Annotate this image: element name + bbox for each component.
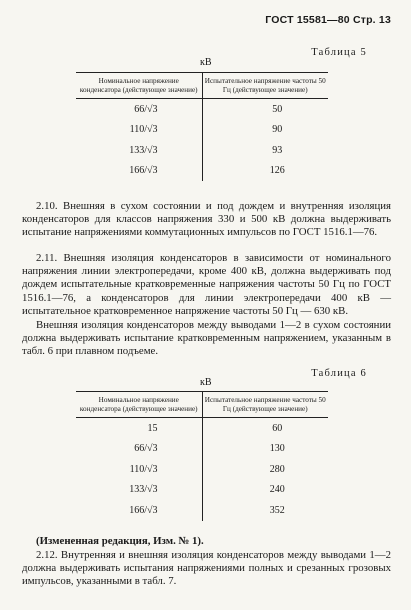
edition-note-text: (Измененная редакция, Изм. № 1).: [36, 535, 204, 547]
table6-test-cell: 130: [269, 443, 285, 455]
table6-test-cell: 280: [269, 463, 285, 475]
paragraph-2-12: [22, 549, 391, 589]
table5-nominal-cell: 133/√3: [76, 140, 202, 161]
table6-caption: Таблица 6: [311, 368, 367, 379]
table5-test-cell: 50: [272, 103, 283, 115]
table6-nominal-cell: 66/√3: [76, 439, 202, 460]
table-row: [76, 439, 328, 460]
table6-test-cell: 60: [272, 422, 283, 434]
table6-nominal-cell: 133/√3: [76, 480, 202, 501]
paragraph-external-insulation-text: Внешняя изоляция конденсаторов между выводами 1—2 в сухом состоянии должна выдерживать испытание кратковременным напряжением, указанным в табл. 6 при плавном подъеме.: [22, 319, 391, 358]
table5-nominal-cell: 166/√3: [76, 161, 202, 182]
table6-test-cell: 352: [269, 504, 285, 516]
table6: [76, 391, 328, 521]
table5-test-cell: 90: [272, 124, 283, 136]
table6-unit: кВ: [200, 377, 212, 388]
table-row: [76, 418, 328, 439]
paragraph-2-12-text: 2.12. Внутренняя и внешняя изоляция конденсаторов между выводами 1—2 должна выдерживать испытания напряжениями полных и срезанных грозовых импульсов, указанными в табл. 7.: [22, 549, 391, 588]
table6-col1-header: Номинальное напряжение конденсатора (действующее значение): [76, 392, 202, 418]
table5-test-cell: 126: [269, 165, 285, 177]
table6-nominal-cell: 15: [76, 418, 202, 439]
page-header: ГОСТ 15581—80 Стр. 13: [265, 14, 391, 26]
table6-test-cell: 240: [269, 484, 285, 496]
table6-nominal-cell: 110/√3: [76, 459, 202, 480]
table5-test-cell: 93: [272, 144, 283, 156]
table-row: [76, 161, 328, 182]
table5-unit: кВ: [200, 57, 212, 68]
table6-col2-header: Испытательное напряжение частоты 50 Гц (действующее значение): [202, 392, 328, 418]
table5-col2-header: Испытательное напряжение частоты 50 Гц (действующее значение): [202, 73, 328, 99]
table-row: [76, 459, 328, 480]
paragraph-2-10: [22, 200, 391, 240]
paragraph-2-11: [22, 252, 391, 318]
table-row: [76, 500, 328, 521]
table-row: [76, 99, 328, 120]
paragraph-2-11-text: 2.11. Внешняя изоляция конденсаторов в зависимости от номинального напряжения линии электропередачи, кроме 400 кВ, должна выдерживать под дождем испытательные кратковременные напряжения частоты 50 Гц по ГОСТ 1516.1—76, а конденсаторов для линии электропередачи 400 кВ — испытательное кратковременное напряжение частоты 50 Гц — 630 кВ.: [22, 252, 391, 317]
table5-nominal-cell: 66/√3: [76, 99, 202, 120]
table-row: [76, 480, 328, 501]
table-row: [76, 140, 328, 161]
table5: [76, 72, 328, 181]
table5-col1-header: Номинальное напряжение конденсатора (действующее значение): [76, 73, 202, 99]
table5-nominal-cell: 110/√3: [76, 120, 202, 141]
table6-nominal-cell: 166/√3: [76, 500, 202, 521]
paragraph-2-10-text: 2.10. Внешняя в сухом состоянии и под дождем и внутренняя изоляция конденсаторов для классов напряжения 330 и 500 кВ должна выдерживать испытание напряжениями коммутационных импульсов по ГОСТ 1516.1—76.: [22, 200, 391, 239]
table5-caption: Таблица 5: [311, 47, 367, 58]
edition-note: [22, 535, 391, 548]
table-row: [76, 120, 328, 141]
paragraph-external-insulation: [22, 319, 391, 359]
